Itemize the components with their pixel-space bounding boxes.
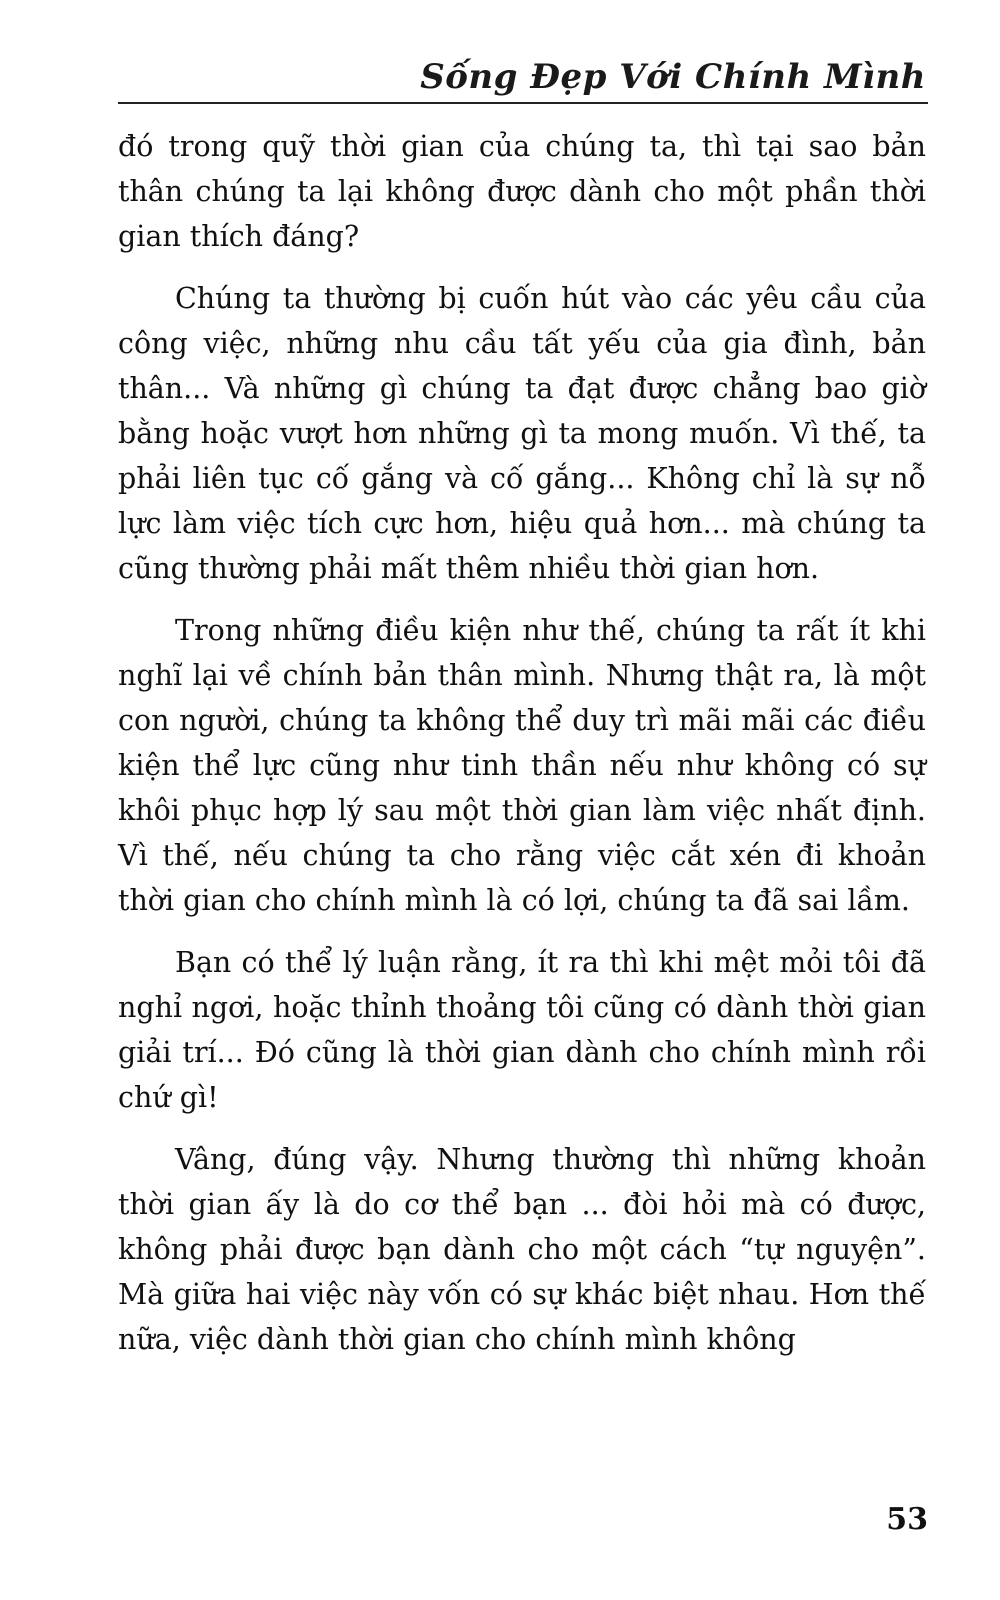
paragraph: Bạn có thể lý luận rằng, ít ra thì khi mệt mỏi tôi đã nghỉ ngơi, hoặc thỉnh thoảng tôi cũng có dành thời gian giải trí... Đó cũng là thời gian dành cho chính mình rồi chứ gì! [118,946,926,1114]
paragraph: Trong những điều kiện như thế, chúng ta rất ít khi nghĩ lại về chính bản thân mình. Nhưng thật ra, là một con người, chúng ta không thể duy trì mãi mãi các điều kiện thể lực cũng như tinh thần nếu như không có sự khôi phục hợp lý sau một thời gian làm việc nhất định. Vì thế, nếu chúng ta cho rằng việc cắt xén đi khoản thời gian cho chính mình là có lợi, chúng ta đã sai lầm. [118,614,926,917]
paragraph: Chúng ta thường bị cuốn hút vào các yêu cầu của công việc, những nhu cầu tất yếu của gia đình, bản thân... Và những gì chúng ta đạt được chẳng bao giờ bằng hoặc vượt hơn những gì ta mong muốn. Vì thế, ta phải liên tục cố gắng và cố gắng... Không chỉ là sự nỗ lực làm việc tích cực hơn, hiệu quả hơn... mà chúng ta cũng thường phải mất thêm nhiều thời gian hơn. [118,282,926,585]
running-header-title: Sống Đẹp Với Chính Mình [420,57,926,97]
header-divider [118,102,928,104]
body-text [118,124,926,1379]
paragraph: Vâng, đúng vậy. Nhưng thường thì những khoản thời gian ấy là do cơ thể bạn ... đòi hỏi mà có được, không phải được bạn dành cho một cách “tự nguyện”. Mà giữa hai việc này vốn có sự khác biệt nhau. Hơn thế nữa, việc dành thời gian cho chính mình không [118,1143,926,1356]
paragraph-continued: đó trong quỹ thời gian của chúng ta, thì tại sao bản thân chúng ta lại không được dành cho một phần thời gian thích đáng? [118,130,926,253]
page-number: 53 [886,1502,928,1537]
